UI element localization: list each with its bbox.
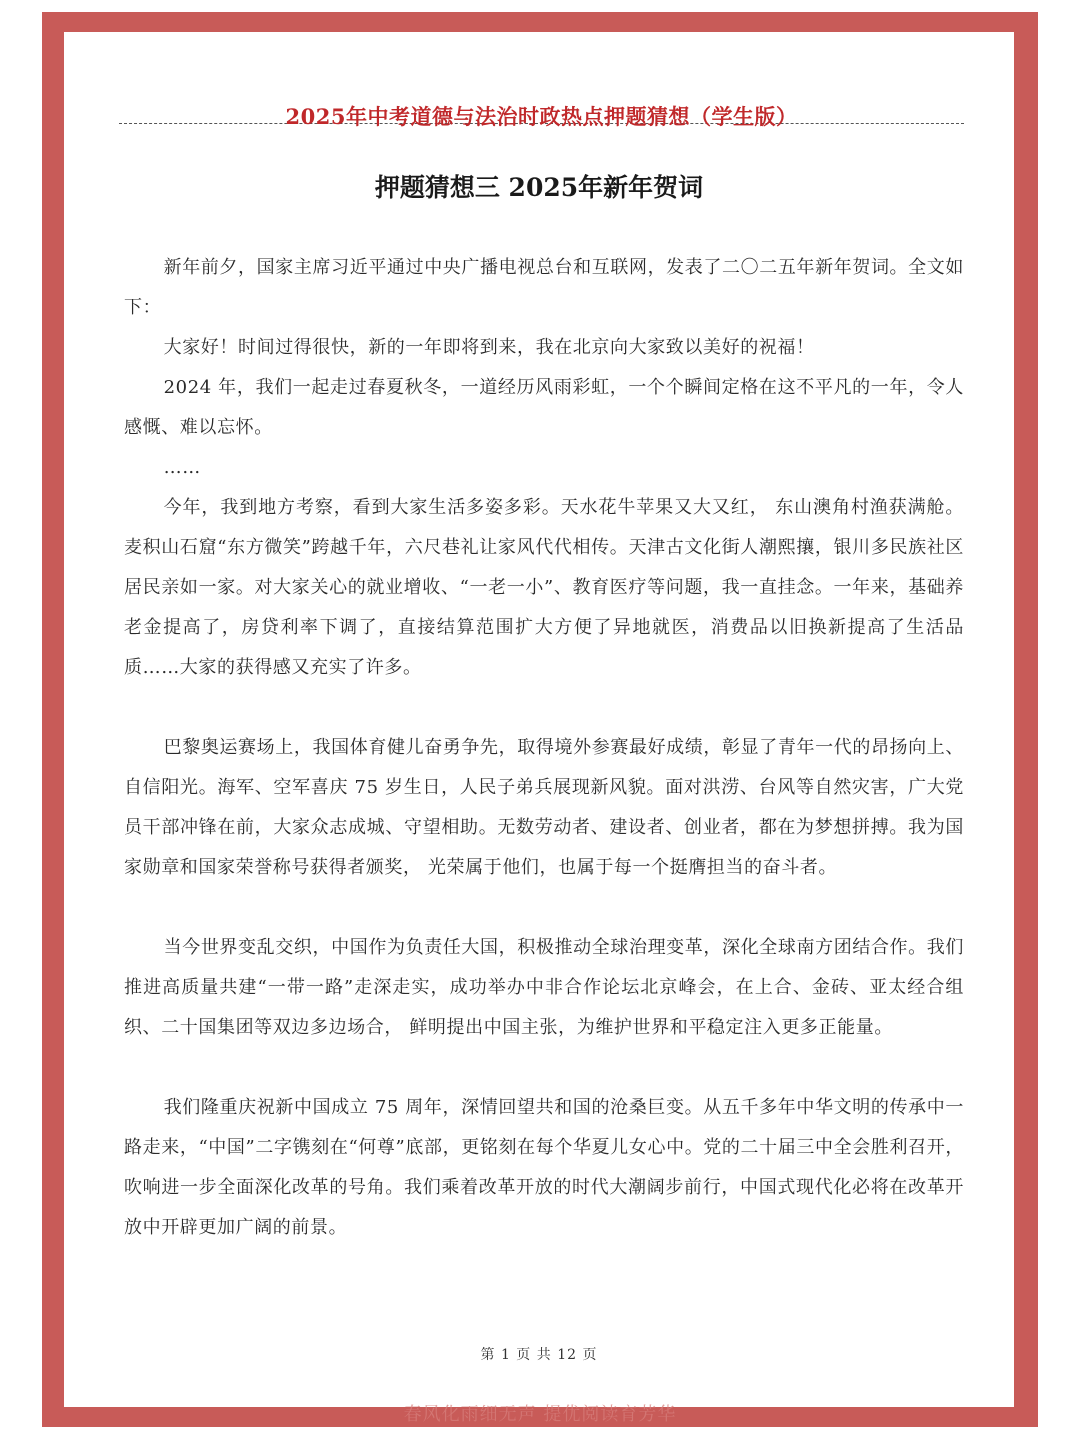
paragraph-ellipsis: …… bbox=[163, 457, 201, 478]
page-frame bbox=[42, 12, 1038, 1427]
document-page bbox=[64, 32, 1014, 1407]
paragraph-anniversary: 我们隆重庆祝新中国成立 75 周年，深情回望共和国的沧桑巨变。从五千多年中华文明的传承中一路走来，“中国”二字镌刻在“何尊”底部，更铭刻在每个华夏儿女心中。党的二十届三中全会胜利召开，吹响进一步全面深化改革的号角。我们乘着改革开放的时代大潮阔步前行，中国式现代化必将在改革开放中开辟更加广阔的前景。 bbox=[124, 1097, 964, 1238]
paragraph-intro: 新年前夕，国家主席习近平通过中央广播电视总台和互联网，发表了二〇二五年新年贺词。全文如下： bbox=[124, 257, 964, 318]
paragraph-2024: 2024 年，我们一起走过春夏秋冬，一道经历风雨彩虹，一个个瞬间定格在这不平凡的一年，令人感慨、难以忘怀。 bbox=[124, 377, 964, 438]
page-number: 第 1 页 共 12 页 bbox=[480, 1347, 598, 1363]
paragraph-olympics: 巴黎奥运赛场上，我国体育健儿奋勇争先，取得境外参赛最好成绩，彰显了青年一代的昂扬向上、自信阳光。海军、空军喜庆 75 岁生日，人民子弟兵展现新风貌。面对洪涝、台风等自然灾害，广大党员干部冲锋在前，大家众志成城、守望相助。无数劳动者、建设者、创业者，都在为梦想拼搏。我为国家勋章和国家荣誉称号获得者颁奖， 光荣属于他们，也属于每一个挺膺担当的奋斗者。 bbox=[124, 737, 964, 878]
document-title: 押题猜想三 2025年新年贺词 bbox=[374, 173, 704, 202]
document-body bbox=[124, 248, 964, 1248]
paragraph-world: 当今世界变乱交织，中国作为负责任大国，积极推动全球治理变革，深化全球南方团结合作。我们推进高质量共建“一带一路”走深走实，成功举办中非合作论坛北京峰会，在上合、金砖、亚太经合组织、二十国集团等双边多边场合， 鲜明提出中国主张，为维护世界和平稳定注入更多正能量。 bbox=[124, 937, 964, 1038]
running-header bbox=[119, 102, 964, 142]
paragraph-inspection: 今年，我到地方考察，看到大家生活多姿多彩。天水花牛苹果又大又红， 东山澳角村渔获满舱。麦积山石窟“东方微笑”跨越千年，六尺巷礼让家风代代相传。天津古文化街人潮熙攘，银川多民族社区居民亲如一家。对大家关心的就业增收、“一老一小”、教育医疗等问题，我一直挂念。一年来，基础养老金提高了，房贷利率下调了，直接结算范围扩大方便了异地就医，消费品以旧换新提高了生活品质……大家的获得感又充实了许多。 bbox=[124, 497, 964, 678]
paragraph-greeting: 大家好！时间过得很快，新的一年即将到来，我在北京向大家致以美好的祝福！ bbox=[163, 337, 815, 358]
running-header-title: 2025年中考道德与法治时政热点押题猜想（学生版） bbox=[285, 104, 798, 129]
bottom-watermark: 春风化雨细无声 提优阅读育芳华 bbox=[403, 1404, 677, 1425]
